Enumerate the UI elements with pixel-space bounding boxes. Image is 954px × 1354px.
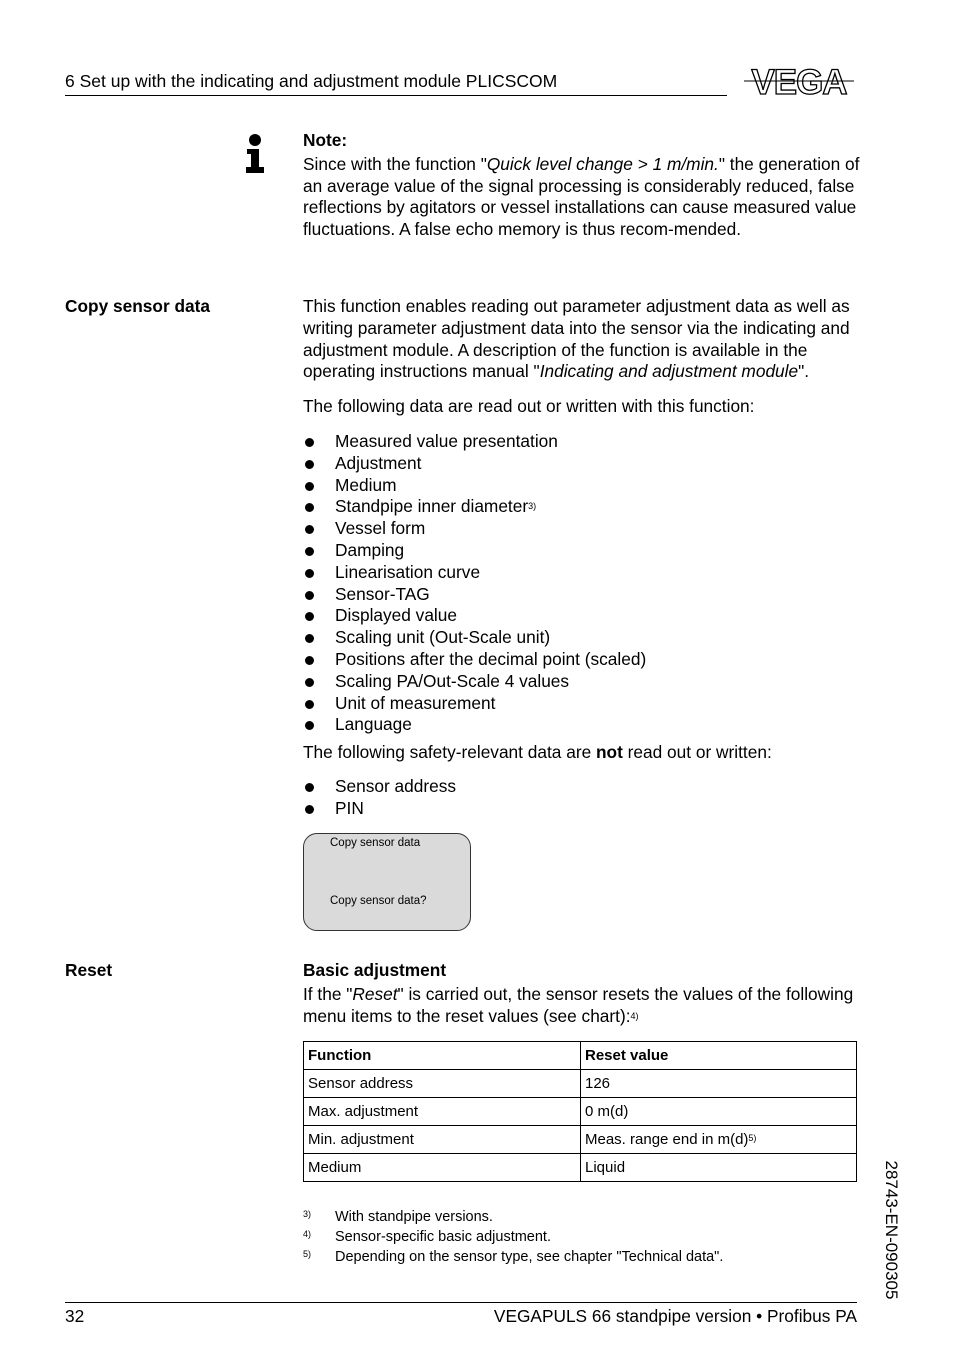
footnote-ref: 3) (528, 501, 537, 512)
table-header-row (304, 1042, 857, 1070)
not-copied-data-list (303, 776, 863, 820)
table-cell: Liquid (581, 1154, 857, 1182)
table-header-cell: Reset value (581, 1042, 857, 1070)
copied-data-list (303, 431, 863, 736)
table-row (304, 1154, 857, 1182)
table-row (304, 1070, 857, 1098)
vega-logo-text: VEGA (751, 64, 847, 98)
reset-subheading: Basic adjustment (303, 960, 447, 980)
list-item: Displayed value (303, 605, 863, 627)
display-module-screen (303, 833, 471, 931)
table-cell: 126 (581, 1070, 857, 1098)
footnote: 4) Sensor-specific basic adjustment. (303, 1229, 551, 1245)
note-body-part1: Since with the function " (303, 153, 487, 174)
footnote-ref: 4) (630, 1010, 639, 1021)
table-row (304, 1098, 857, 1126)
safety-not-emphasis: not (595, 742, 623, 762)
footnote: 5) Depending on the sensor type, see chapter "Technical data". (303, 1249, 724, 1265)
table-cell: Sensor address (304, 1070, 581, 1098)
note-title: Note: (303, 130, 348, 150)
vega-logo (740, 64, 858, 98)
footnote: 3) With standpipe versions. (303, 1209, 493, 1225)
list-item: Adjustment (303, 453, 863, 475)
copy-intro-manual-name: Indicating and adjustment module (539, 361, 799, 382)
display-prompt: Copy sensor data? (330, 895, 427, 907)
table-cell: Min. adjustment (304, 1126, 581, 1154)
footer-product-name: VEGAPULS 66 standpipe version • Profibus PA (493, 1306, 857, 1326)
footer-rule (65, 1302, 857, 1303)
list-item: Measured value presentation (303, 431, 863, 453)
header-section-title: 6 Set up with the indicating and adjustment module PLICSCOM (65, 71, 558, 91)
reset-values-table (303, 1041, 857, 1182)
list-item: Scaling unit (Out-Scale unit) (303, 627, 863, 649)
note-body (303, 154, 863, 241)
reset-description: If the "Reset" is carried out, the sensor resets the values of the following menu items to the reset values (see chart):$^{4)}$ (303, 984, 854, 1026)
footnote-ref: 5) (748, 1133, 757, 1143)
table-header-cell: Function (304, 1042, 581, 1070)
list-item: Positions after the decimal point (scaled) (303, 649, 863, 671)
table-cell: Meas. range end in m(d)$^{5)}$ (581, 1126, 857, 1154)
page-number: 32 (65, 1306, 85, 1326)
copy-intro-part1: This function enables reading out parameter adjustment data as well as writing parameter adjustment data into the sensor via the indicating and adjustment module. A description of the function is available in the operating instructions manual " (303, 296, 850, 382)
table-cell: Medium (304, 1154, 581, 1182)
note-block (303, 130, 863, 241)
list-item: Language (303, 714, 863, 736)
list-item: Linearisation curve (303, 562, 863, 584)
footnotes (303, 1209, 863, 1269)
list-item: Vessel form (303, 518, 863, 540)
list-item: Unit of measurement (303, 693, 863, 715)
list-item: Standpipe inner diameter$^{3)}$ (303, 496, 863, 518)
side-label-copy-sensor-data: Copy sensor data (65, 296, 211, 316)
copy-intro-part2: ". (798, 361, 810, 382)
reset-function-name: Reset (352, 984, 398, 1004)
safety-intro: The following safety-relevant data are not read out or written: (303, 742, 772, 762)
note-body-part2: " the generation of an average value of the signal processing is considerably reduced, false reflections by agitators or vessel installations can cause measured value fluctuations. A false echo memory is thus recom-mended. (303, 153, 860, 240)
list-item: Sensor-TAG (303, 584, 863, 606)
list-item: Medium (303, 475, 863, 497)
display-menu-title: Copy sensor data (330, 837, 421, 849)
table-row (304, 1126, 857, 1154)
info-icon (244, 133, 266, 173)
list-item: Scaling PA/Out-Scale 4 values (303, 671, 863, 693)
document-code: 28743-EN-090305 (882, 1160, 901, 1300)
copy-list-intro: The following data are read out or written with this function: (303, 396, 755, 416)
table-cell: 0 m(d) (581, 1098, 857, 1126)
list-item: Sensor address (303, 776, 863, 798)
table-cell: Max. adjustment (304, 1098, 581, 1126)
list-item: Damping (303, 540, 863, 562)
side-label-reset: Reset (65, 960, 113, 980)
note-function-name: Quick level change > 1 m/min. (486, 153, 719, 174)
copy-sensor-intro (303, 296, 863, 383)
list-item: PIN (303, 798, 863, 820)
header-rule (65, 95, 727, 96)
